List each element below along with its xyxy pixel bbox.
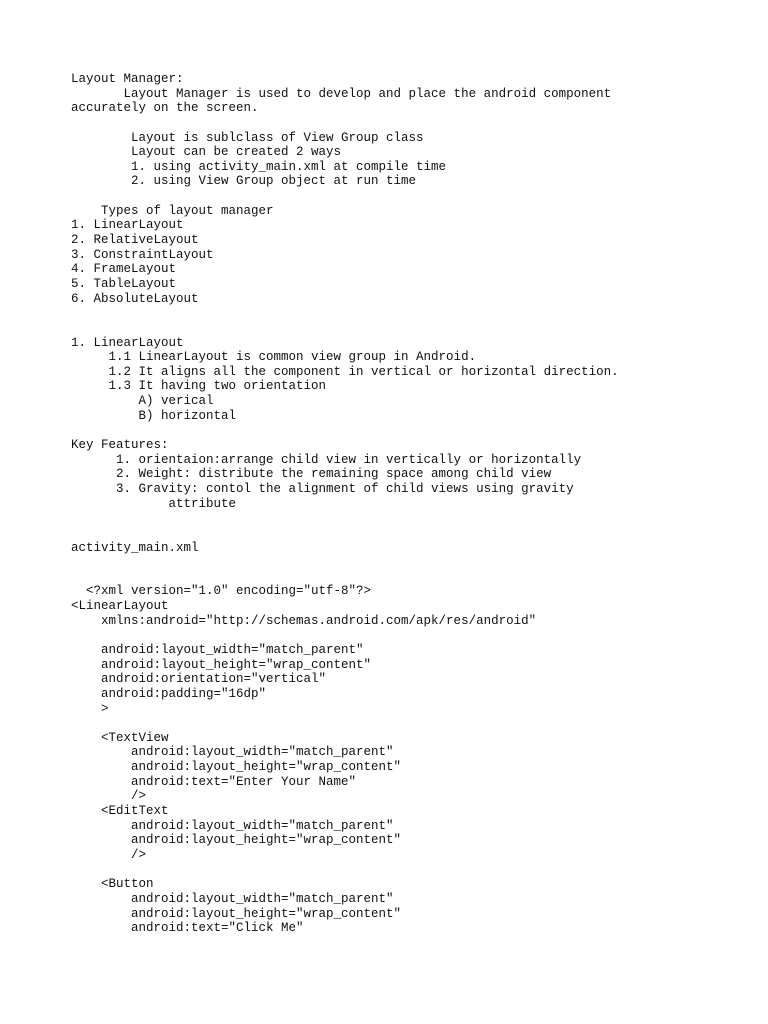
text-line: 4. FrameLayout (71, 262, 177, 277)
blank-line (71, 570, 761, 585)
text-line: 1.2 It aligns all the component in vertical or horizontal direction. (71, 364, 619, 379)
text-line: attribute (71, 496, 237, 511)
text-line: android:layout_width="match_parent" (71, 818, 394, 833)
blank-line (71, 716, 761, 731)
text-line: 3. ConstraintLayout (71, 247, 214, 262)
text-line: Types of layout manager (71, 203, 274, 218)
text-line: <LinearLayout (71, 599, 169, 614)
text-line: 1.3 It having two orientation (71, 379, 327, 394)
text-line: 1. LinearLayout (71, 335, 184, 350)
text-line: xmlns:android="http://schemas.android.com/apk/res/android" (71, 613, 537, 628)
text-line: <Button (71, 877, 154, 892)
blank-line (71, 306, 761, 321)
text-line: accurately on the screen. (71, 101, 259, 116)
text-line: 3. Gravity: contol the alignment of child views using gravity (71, 481, 574, 496)
blank-line (71, 628, 761, 643)
blank-line (71, 423, 761, 438)
text-line: android:layout_height="wrap_content" (71, 906, 402, 921)
text-line: <TextView (71, 730, 169, 745)
text-line: 2. Weight: distribute the remaining space among child view (71, 467, 552, 482)
text-line: 1.1 LinearLayout is common view group in Android. (71, 350, 477, 365)
text-line: android:padding="16dp" (71, 686, 267, 701)
text-line: Layout can be created 2 ways (71, 145, 342, 160)
text-line: android:layout_height="wrap_content" (71, 833, 402, 848)
text-line: android:layout_width="match_parent" (71, 891, 394, 906)
text-line: 2. using View Group object at run time (71, 174, 417, 189)
document-body (71, 72, 761, 936)
text-line: Key Features: (71, 438, 169, 453)
text-line: android:orientation="vertical" (71, 672, 327, 687)
text-line: Layout is sublclass of View Group class (71, 130, 424, 145)
text-line: Layout Manager: (71, 72, 184, 86)
text-line: android:text="Click Me" (71, 921, 304, 936)
text-line: android:text="Enter Your Name" (71, 774, 357, 789)
blank-line (71, 511, 761, 526)
blank-line (71, 189, 761, 204)
text-line: android:layout_width="match_parent" (71, 745, 394, 760)
text-line: 6. AbsoluteLayout (71, 291, 199, 306)
text-line: 1. LinearLayout (71, 218, 184, 233)
text-line: android:layout_height="wrap_content" (71, 657, 372, 672)
text-line: > (71, 701, 109, 716)
text-line: android:layout_height="wrap_content" (71, 760, 402, 775)
text-line: 1. orientaion:arrange child view in vertically or horizontally (71, 452, 582, 467)
text-line: 5. TableLayout (71, 276, 177, 291)
text-line: A) verical (71, 394, 214, 409)
text-line: 1. using activity_main.xml at compile time (71, 159, 447, 174)
blank-line (71, 555, 761, 570)
text-line: /> (71, 847, 147, 862)
blank-line (71, 116, 761, 131)
blank-line (71, 863, 761, 878)
blank-line (71, 526, 761, 541)
text-line: <?xml version="1.0" encoding="utf-8"?> (71, 584, 372, 599)
text-line: <EditText (71, 804, 169, 819)
text-line: /> (71, 789, 147, 804)
text-line: Layout Manager is used to develop and place the android component (71, 86, 612, 101)
text-line: B) horizontal (71, 408, 237, 423)
text-line: android:layout_width="match_parent" (71, 642, 364, 657)
text-line: activity_main.xml (71, 540, 199, 555)
blank-line (71, 321, 761, 336)
text-line: 2. RelativeLayout (71, 233, 199, 248)
